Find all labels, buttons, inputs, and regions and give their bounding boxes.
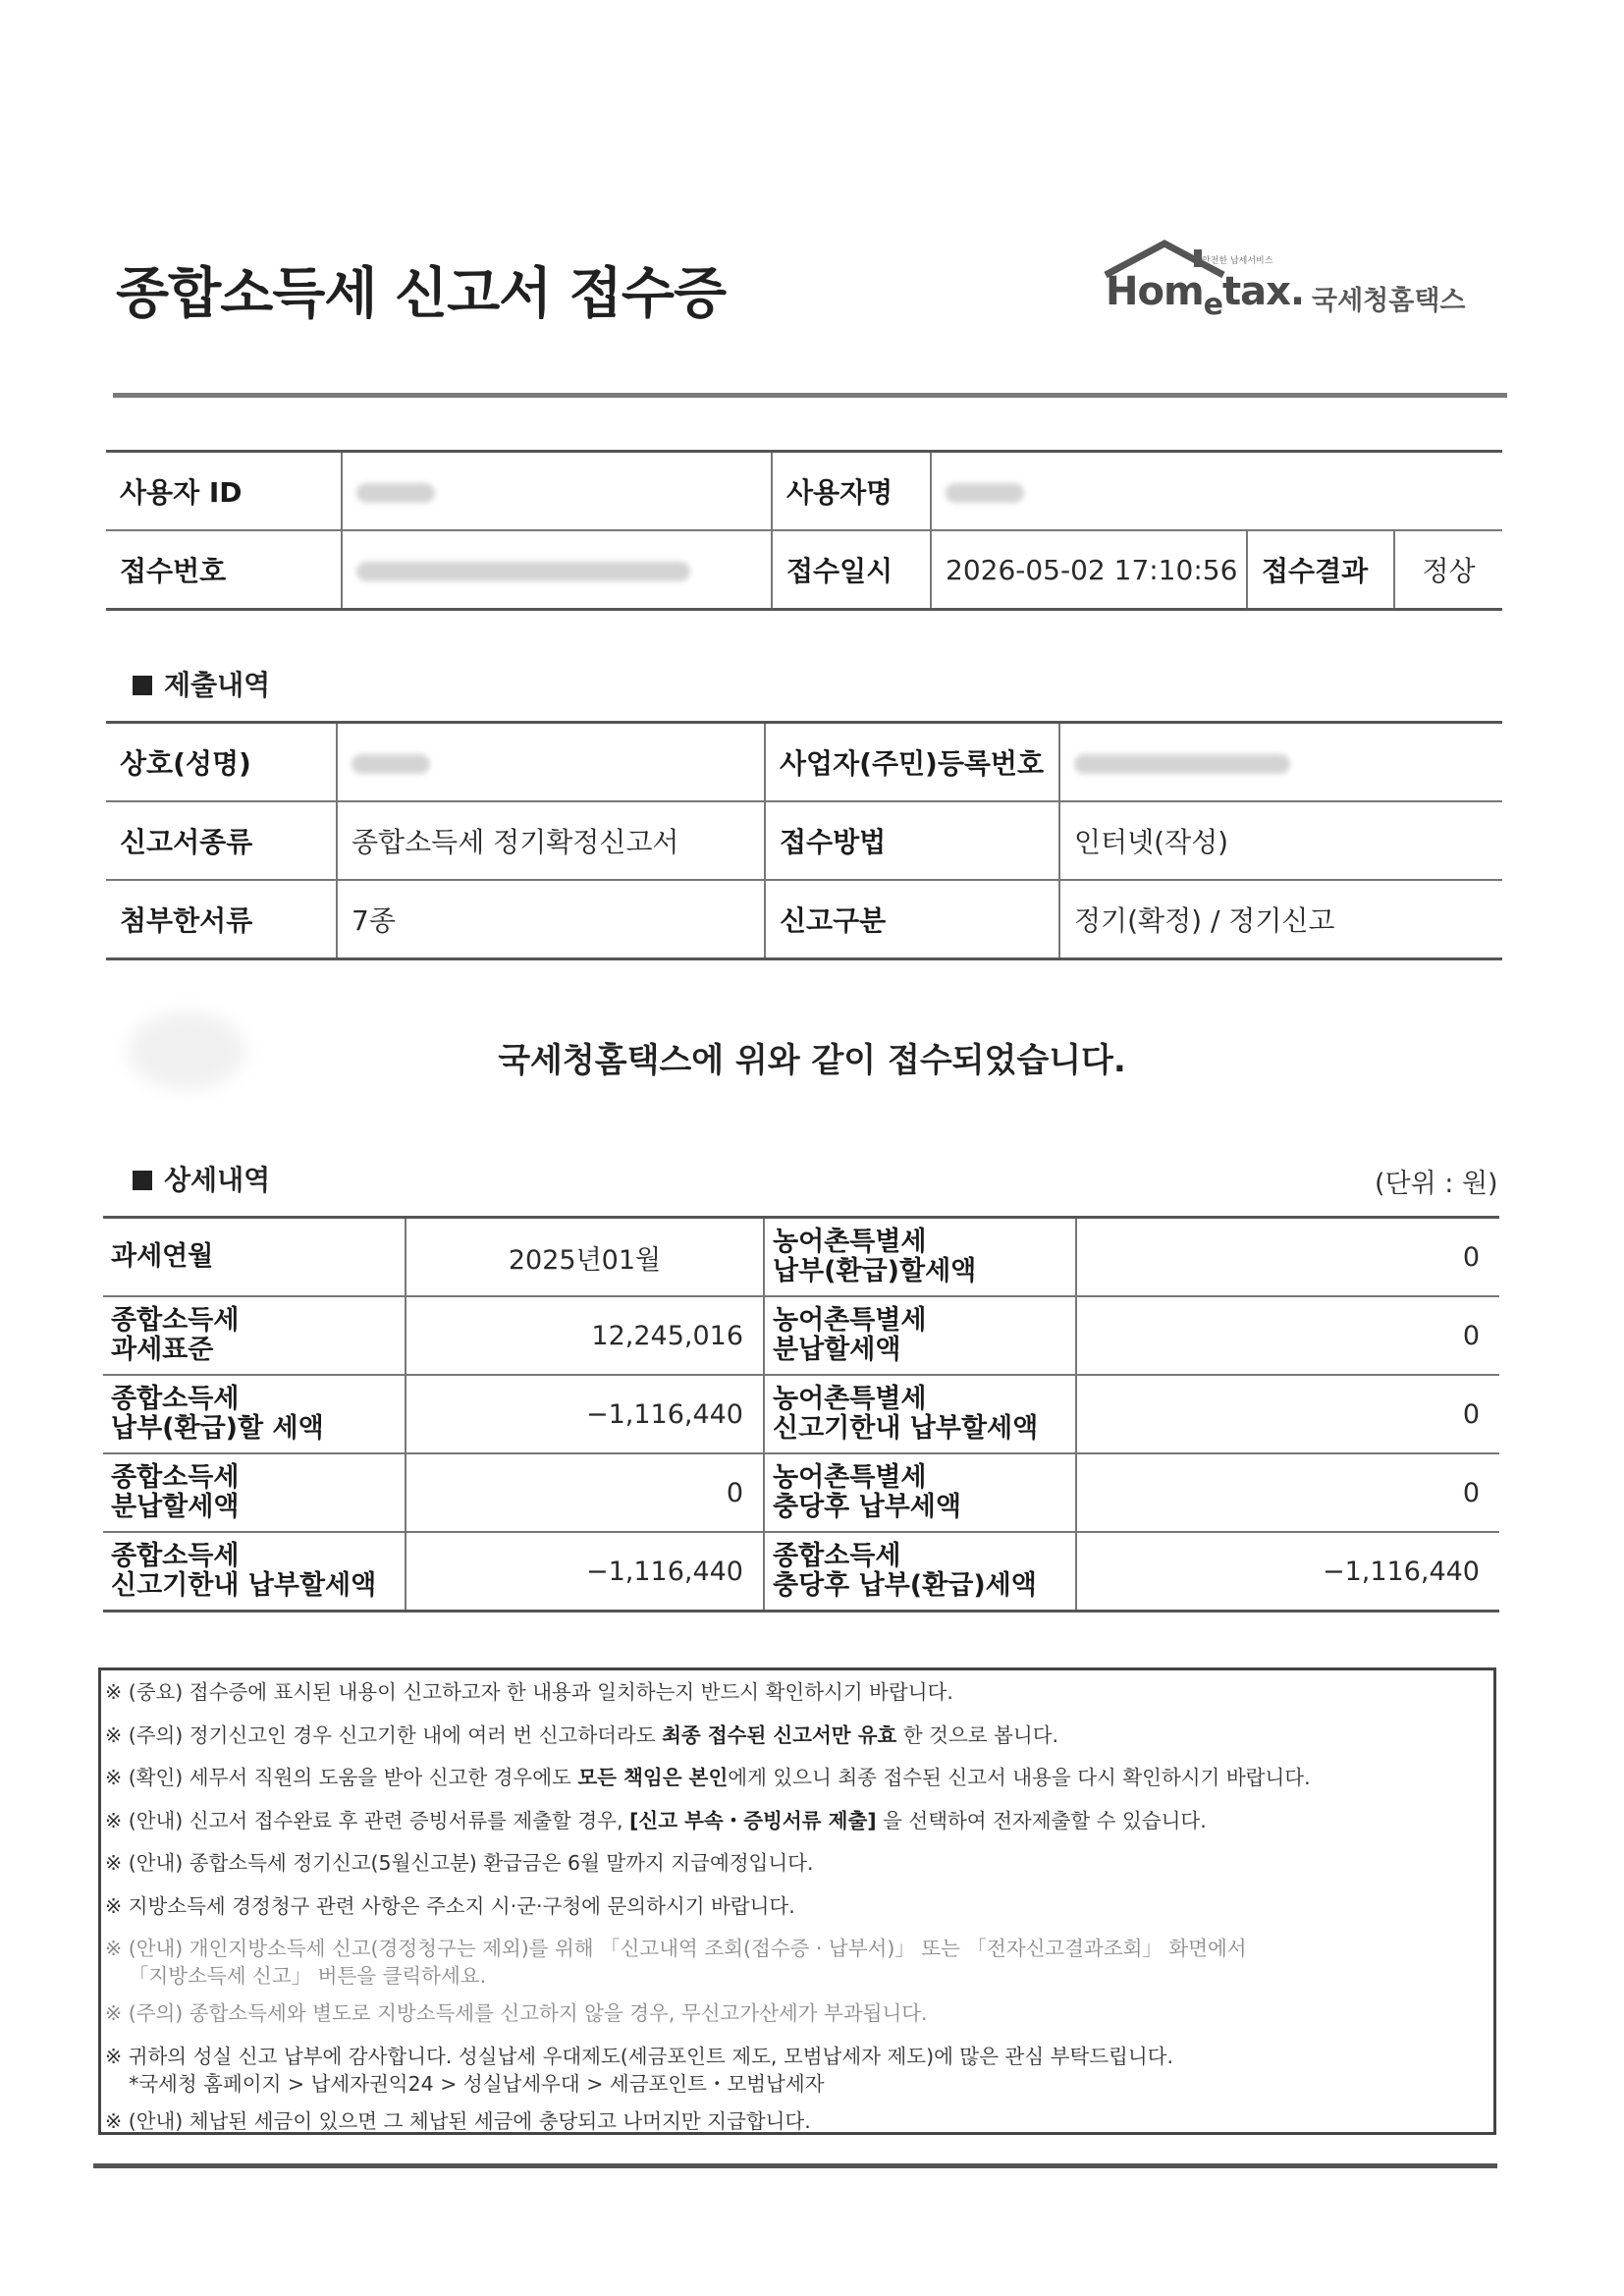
submission-heading-text: 제출내역 xyxy=(164,669,271,701)
notice-text: ※ (안내) 개인지방소득세 신고(경정청구는 제외)를 위해 「신고내역 조회(접수증 · 납부서)」 또는 「전자신고결과조회」 화면에서 xyxy=(105,1937,1247,1960)
table-row xyxy=(106,723,1502,802)
square-bullet-icon xyxy=(133,676,152,695)
detail-right-label-line2: 충당후 납부(환급)세액 xyxy=(773,1570,1037,1601)
bottom-divider xyxy=(93,2163,1497,2168)
attachments-value: 7종 xyxy=(337,880,765,959)
notice-item xyxy=(105,1722,1489,1749)
receipt-datetime-label: 접수일시 xyxy=(772,530,931,610)
filing-method-label: 접수방법 xyxy=(765,801,1059,880)
detail-left-label-line1: 종합소득세 xyxy=(111,1384,240,1414)
table-row xyxy=(103,1218,1499,1297)
notice-text: ※ (주의) 정기신고인 경우 신고기한 내에 여러 번 신고하더라도 xyxy=(105,1722,663,1747)
user-name-value xyxy=(931,452,1502,531)
logo-brand-pre: Hom xyxy=(1106,269,1204,314)
detail-left-value: −1,116,440 xyxy=(406,1375,764,1453)
detail-left-value: 0 xyxy=(406,1453,764,1532)
hometax-logo xyxy=(1098,236,1490,324)
detail-right-label-line1: 종합소득세 xyxy=(773,1541,901,1571)
detail-right-label xyxy=(764,1532,1076,1612)
detail-right-value: 0 xyxy=(1076,1296,1499,1375)
registration-number-value xyxy=(1059,723,1502,802)
detail-right-label xyxy=(764,1296,1076,1375)
detail-left-label-line1: 종합소득세 xyxy=(111,1541,240,1571)
unit-label: (단위 : 원) xyxy=(1375,1169,1498,1199)
business-name-value xyxy=(337,723,765,802)
form-type-label: 신고서종류 xyxy=(106,801,337,880)
submission-heading xyxy=(133,664,270,703)
detail-left-label xyxy=(103,1218,406,1297)
detail-right-label-line1: 농어촌특별세 xyxy=(773,1305,927,1336)
registration-number-label: 사업자(주민)등록번호 xyxy=(765,723,1059,802)
detail-right-label-line2: 충당후 납부세액 xyxy=(773,1492,961,1522)
title-divider xyxy=(113,393,1507,398)
detail-right-value: 0 xyxy=(1076,1453,1499,1532)
receipt-number-value xyxy=(342,530,772,610)
notice-item: ※ (안내) 체납된 세금이 있으면 그 체납된 세금에 충당되고 나머지만 지급합니다. xyxy=(105,2108,811,2133)
notice-emphasis: 모든 책임은 본인 xyxy=(577,1766,729,1789)
detail-right-label xyxy=(764,1375,1076,1453)
receipt-number-label: 접수번호 xyxy=(106,530,342,610)
table-row xyxy=(103,1375,1499,1453)
details-heading-text: 상세내역 xyxy=(164,1164,271,1196)
notice-text: ※ (확인) 세무서 직원의 도움을 받아 신고한 경우에도 xyxy=(105,1766,578,1789)
detail-left-label-line2: 분납할세액 xyxy=(111,1492,240,1522)
detail-left-label-line2: 과세표준 xyxy=(111,1335,214,1365)
receipt-datetime-value: 2026-05-02 17:10:56 xyxy=(931,530,1247,610)
detail-right-label-line1: 농어촌특별세 xyxy=(773,1462,927,1493)
notice-text: *국세청 홈페이지 > 납세자권익24 > 성실납세우대 > 세금포인트・모범납세자 xyxy=(129,2071,825,2096)
logo-org: 국세청홈택스 xyxy=(1312,286,1466,316)
page-title: 종합소득세 신고서 접수증 xyxy=(116,262,727,326)
detail-left-label-line1: 종합소득세 xyxy=(111,1462,240,1493)
detail-right-value: 0 xyxy=(1076,1375,1499,1453)
logo-brand xyxy=(1106,269,1305,322)
detail-left-label xyxy=(103,1296,406,1375)
table-row xyxy=(103,1532,1499,1612)
user-id-label: 사용자 ID xyxy=(106,452,342,531)
detail-left-value: 12,245,016 xyxy=(406,1296,764,1375)
form-type-value: 종합소득세 정기확정신고서 xyxy=(337,801,765,880)
submission-table xyxy=(106,721,1502,960)
notice-text: 한 것으로 봅니다. xyxy=(896,1722,1059,1747)
notice-text: ※ (안내) 신고서 접수완료 후 관련 증빙서류를 제출할 경우, xyxy=(105,1808,630,1832)
detail-right-label-line1: 농어촌특별세 xyxy=(773,1384,927,1414)
notice-item: ※ (중요) 접수증에 표시된 내용이 신고하고자 한 내용과 일치하는지 반드시 확인하시기 바랍니다. xyxy=(105,1680,953,1704)
detail-left-label xyxy=(103,1453,406,1532)
notice-text: ※ 귀하의 성실 신고 납부에 감사합니다. 성실납세 우대제도(세금포인트 제도, 모범납세자 제도)에 많은 관심 부탁드립니다. xyxy=(105,2044,1173,2068)
table-row xyxy=(106,880,1502,959)
notice-text: 을 선택하여 전자제출할 수 있습니다. xyxy=(876,1808,1207,1832)
confirmation-message: 국세청홈택스에 위와 같이 접수되었습니다. xyxy=(498,1041,1126,1080)
detail-right-label xyxy=(764,1453,1076,1532)
details-table xyxy=(103,1216,1499,1613)
notice-emphasis: 최종 접수된 신고서만 유효 xyxy=(662,1722,897,1747)
notice-emphasis: [신고 부속・증빙서류 제출] xyxy=(629,1808,877,1832)
logo-tagline: 안전한 납세서비스 xyxy=(1202,256,1273,266)
receipt-info-table xyxy=(106,450,1502,611)
user-id-value xyxy=(342,452,772,531)
logo-brand-post: tax. xyxy=(1222,269,1305,314)
filing-type-value: 정기(확정) / 정기신고 xyxy=(1059,880,1502,959)
notice-box xyxy=(98,1667,1496,2135)
detail-right-value: −1,116,440 xyxy=(1076,1532,1499,1612)
logo-brand-e: e xyxy=(1203,288,1222,322)
detail-right-label-line2: 납부(환급)할세액 xyxy=(773,1256,977,1286)
detail-left-value: −1,116,440 xyxy=(406,1532,764,1612)
receipt-result-value: 정상 xyxy=(1394,530,1502,610)
details-heading xyxy=(133,1159,270,1198)
filing-method-value: 인터넷(작성) xyxy=(1059,801,1502,880)
notice-item xyxy=(105,1764,1489,1791)
attachments-label: 첨부한서류 xyxy=(106,880,337,959)
table-row xyxy=(103,1453,1499,1532)
detail-right-label-line2: 분납할세액 xyxy=(773,1335,901,1365)
detail-right-label xyxy=(764,1218,1076,1297)
detail-right-value: 0 xyxy=(1076,1218,1499,1297)
notice-item xyxy=(105,1935,1489,1990)
detail-right-label-line1: 농어촌특별세 xyxy=(773,1227,927,1257)
notice-text: 「지방소득세 신고」 버튼을 클릭하세요. xyxy=(129,1964,487,1988)
filing-type-label: 신고구분 xyxy=(765,880,1059,959)
detail-left-label-line2: 신고기한내 납부할세액 xyxy=(111,1570,377,1601)
notice-item: ※ (안내) 종합소득세 정기신고(5월신고분) 환급금은 6월 말까지 지급예정입니다. xyxy=(105,1851,814,1875)
square-bullet-icon xyxy=(133,1171,152,1190)
notice-item xyxy=(105,2043,1489,2098)
table-row xyxy=(106,452,1502,531)
notice-item: ※ (주의) 종합소득세와 별도로 지방소득세를 신고하지 않을 경우, 무신고가산세가 부과됩니다. xyxy=(105,2001,928,2025)
user-name-label: 사용자명 xyxy=(772,452,931,531)
detail-left-label xyxy=(103,1532,406,1612)
notice-item xyxy=(105,1807,1489,1834)
detail-left-label-line1: 종합소득세 xyxy=(111,1305,240,1336)
detail-left-value: 2025년01월 xyxy=(406,1218,764,1297)
detail-left-label xyxy=(103,1375,406,1453)
notice-item: ※ 지방소득세 경정청구 관련 사항은 주소지 시·군·구청에 문의하시기 바랍니다. xyxy=(105,1893,795,1918)
detail-left-label-line1: 과세연월 xyxy=(111,1241,214,1272)
detail-right-label-line2: 신고기한내 납부할세액 xyxy=(773,1413,1039,1444)
notice-text: 에게 있으니 최종 접수된 신고서 내용을 다시 확인하시기 바랍니다. xyxy=(728,1766,1311,1789)
receipt-result-label: 접수결과 xyxy=(1247,530,1394,610)
detail-left-label-line2: 납부(환급)할 세액 xyxy=(111,1413,324,1444)
business-name-label: 상호(성명) xyxy=(106,723,337,802)
table-row xyxy=(103,1296,1499,1375)
table-row xyxy=(106,801,1502,880)
table-row xyxy=(106,530,1502,610)
